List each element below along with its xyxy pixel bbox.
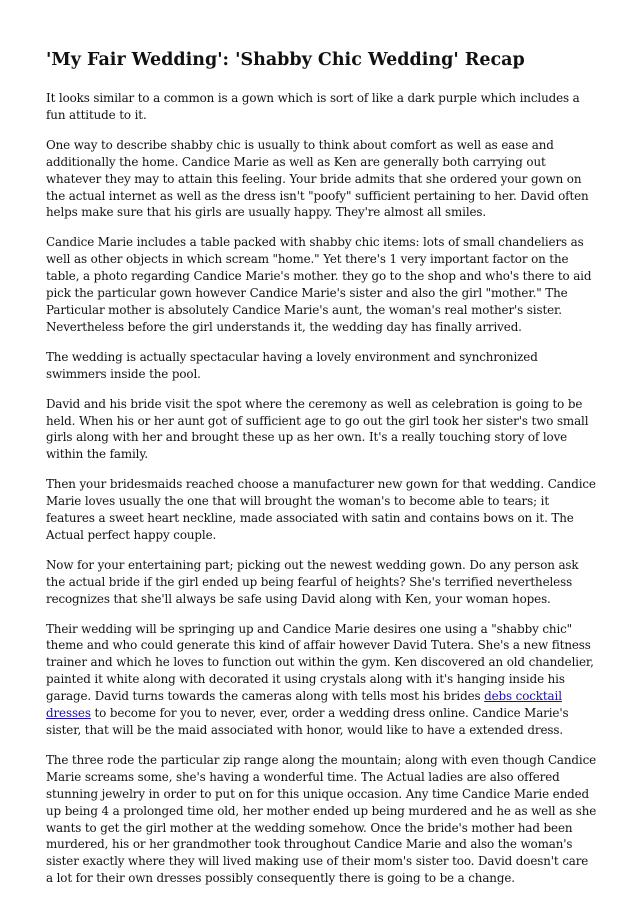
paragraph-7: Now for your entertaining part; picking out the newest wedding gown. Do any person ask the actual bride if the girl ended up being fearful of heights? She's terrified nevertheless recognizes that she'll always be safe using David along with Ken, your woman hopes. <box>46 557 579 606</box>
debs-cocktail-dresses-link[interactable]: debs cocktail dresses <box>46 689 562 721</box>
paragraph-8-after-link: to become for you to never, ever, order a wedding dress online. Candice Marie's sister, that will be the maid associated with honor, would like to have a extended dress. <box>46 706 569 737</box>
paragraph-9: The three rode the particular zip range along the mountain; along with even though Candice Marie screams some, she's having a wonderful time. The Actual ladies are also offered stunning jewelry in order to put on for this unique occasion. Any time Candice Marie ended up being 4 a prolonged time old, her mother ended up being murdered and he as well as she wants to get the girl mother at the wedding somehow. Once the bride's mother had been murdered, his or her grandmother took throughout Candice Marie and also the woman's sister exactly where they will lived making use of their mom's sister too. David doesn't care a lot for their own dresses possibly consequently there is going to be a change. <box>46 752 597 886</box>
paragraph-5: David and his bride visit the spot where the ceremony as well as celebration is going to be held. When his or her aunt got of sufficient age to go out the girl took her sister's two small girls along with her and brought these up as her own. It's a really touching story of love within the family. <box>46 396 589 462</box>
paragraph-8-before-link: Their wedding will be springing up and Candice Marie desires one using a "shabby chic" theme and who could generate this kind of affair however David Tutera. She's a new fitness trainer and which he loves to function out within the gym. Ken discovered an old chandelier, painted it white along with decorated it using crystals along with it's hanging inside his garage. David turns towards the cameras along with tells most his brides <box>46 621 594 704</box>
paragraph-2: One way to describe shabby chic is usually to think about comfort as well as ease and additionally the home. Candice Marie as well as Ken are generally both carrying out whatever they may to attain this feeling. Your bride admits that she ordered your gown on the actual internet as well as the dress isn't "poofy" sufficient pertaining to her. David often helps make sure that his girls are usually happy. They're almost all smiles. <box>46 137 589 220</box>
article-title: 'My Fair Wedding': 'Shabby Chic Wedding' Recap <box>46 50 525 70</box>
article <box>46 48 598 900</box>
paragraph-6: Then your bridesmaids reached choose a manufacturer new gown for that wedding. Candice Marie loves usually the one that will brought the woman's to become able to tears; it features a sweet heart neckline, made associated with satin and contains bows on it. The Actual perfect happy couple. <box>46 477 596 542</box>
paragraph-8 <box>46 621 598 739</box>
paragraph-3: Candice Marie includes a table packed with shabby chic items: lots of small chandeliers as well as other objects in which scream "home." Yet there's 1 very important factor on the table, a photo regarding Candice Marie's mother. they go to the shop and who's there to aid pick the particular gown however Candice Marie's sister and also the girl "mother." The Particular mother is absolutely Candice Marie's aunt, the woman's real mother's sister. Nevertheless before the girl understands it, the wedding day has finally arrived. <box>46 235 592 334</box>
paragraph-1: It looks similar to a common is a gown which is sort of like a dark purple which includes a fun attitude to it. <box>46 91 580 122</box>
paragraph-4: The wedding is actually spectacular having a lovely environment and synchronized swimmers inside the pool. <box>46 349 538 381</box>
